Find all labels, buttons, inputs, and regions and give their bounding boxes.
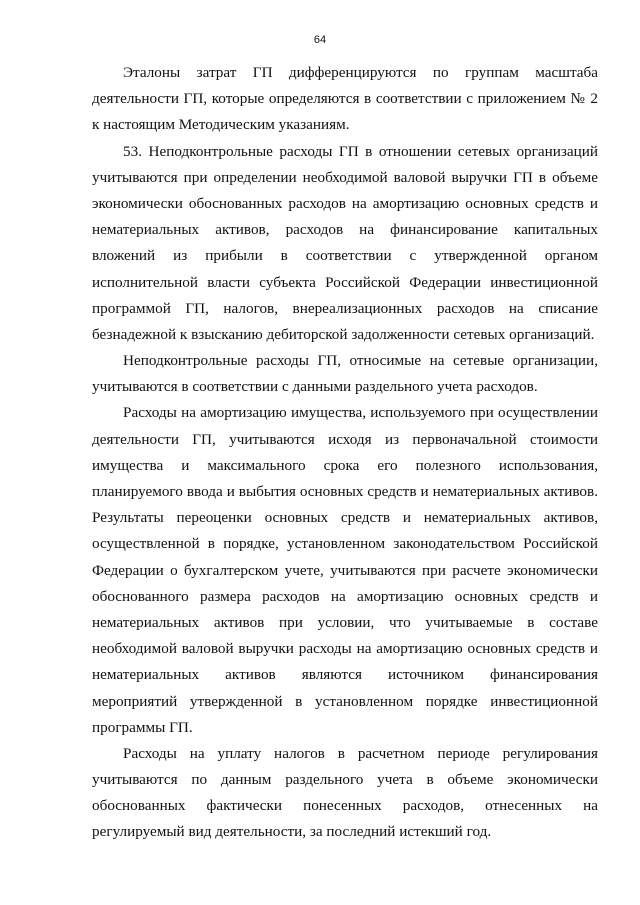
text-line: учитываются при определении необходимой валовой выручки ГП в объеме xyxy=(92,168,598,186)
text-line: 53. Неподконтрольные расходы ГП в отношении сетевых организаций xyxy=(123,142,598,160)
text-line: безнадежной к взысканию дебиторской задолженности сетевых организаций. xyxy=(92,325,595,343)
text-line: планируемого ввода и выбытия основных средств и нематериальных активов. xyxy=(92,483,598,500)
page-number: 64 xyxy=(313,34,327,46)
text-line: регулируемый вид деятельности, за последний истекший год. xyxy=(92,823,492,841)
paragraph-uncontrolled-expenses xyxy=(92,348,598,400)
text-line: к настоящим Методическим указаниям. xyxy=(92,116,350,134)
text-line: деятельности ГП, учитываются исходя из первоначальной стоимости xyxy=(92,430,598,448)
text-line: экономически обоснованных расходов на амортизацию основных средств и xyxy=(92,194,598,212)
text-line: Расходы на уплату налогов в расчетном периоде регулирования xyxy=(123,744,598,762)
text-line: обоснованных фактически понесенных расходов, отнесенных на xyxy=(92,797,598,815)
paragraph-amortization xyxy=(92,400,598,740)
text-line: нематериальных активов, расходов на финансирование капитальных xyxy=(92,221,598,239)
text-line: Расходы на амортизацию имущества, используемого при осуществлении xyxy=(123,404,598,422)
text-line: осуществленной в порядке, установленном законодательством Российской xyxy=(92,535,598,553)
text-line: Федерации о бухгалтерском учете, учитываются при расчете экономически xyxy=(92,561,598,579)
text-line: имущества и максимального срока его полезного использования, xyxy=(92,456,598,474)
text-line: Эталоны затрат ГП дифференцируются по группам масштаба xyxy=(123,64,598,81)
text-line: Результаты переоценки основных средств и нематериальных активов, xyxy=(92,509,598,527)
text-line: обоснованного размера расходов на амортизацию основных средств и xyxy=(92,587,598,605)
text-line: необходимой валовой выручки расходы на амортизацию основных средств и xyxy=(92,640,598,658)
text-line: учитываются в соответствии с данными раздельного учета расходов. xyxy=(92,378,538,396)
document-body xyxy=(92,60,598,846)
paragraph-53 xyxy=(92,139,598,349)
text-line: программой ГП, налогов, внереализационных расходов на списание xyxy=(92,299,598,317)
text-line: программы ГП. xyxy=(92,718,193,736)
paragraph-taxes xyxy=(92,741,598,846)
text-line: деятельности ГП, которые определяются в соответствии с приложением № 2 xyxy=(92,90,598,108)
text-line: учитываются по данным раздельного учета в объеме экономически xyxy=(92,771,598,789)
text-line: нематериальных активов при условии, что учитываемые в составе xyxy=(92,613,598,631)
text-line: нематериальных активов являются источником финансирования xyxy=(92,666,598,684)
text-line: вложений из прибыли в соответствии с утвержденной органом xyxy=(92,247,598,265)
paragraph-etalons xyxy=(92,60,598,139)
text-line: мероприятий утвержденной в установленном порядке инвестиционной xyxy=(92,692,598,710)
text-line: исполнительной власти субъекта Российской Федерации инвестиционной xyxy=(92,273,598,291)
text-line: Неподконтрольные расходы ГП, относимые на сетевые организации, xyxy=(123,352,598,370)
